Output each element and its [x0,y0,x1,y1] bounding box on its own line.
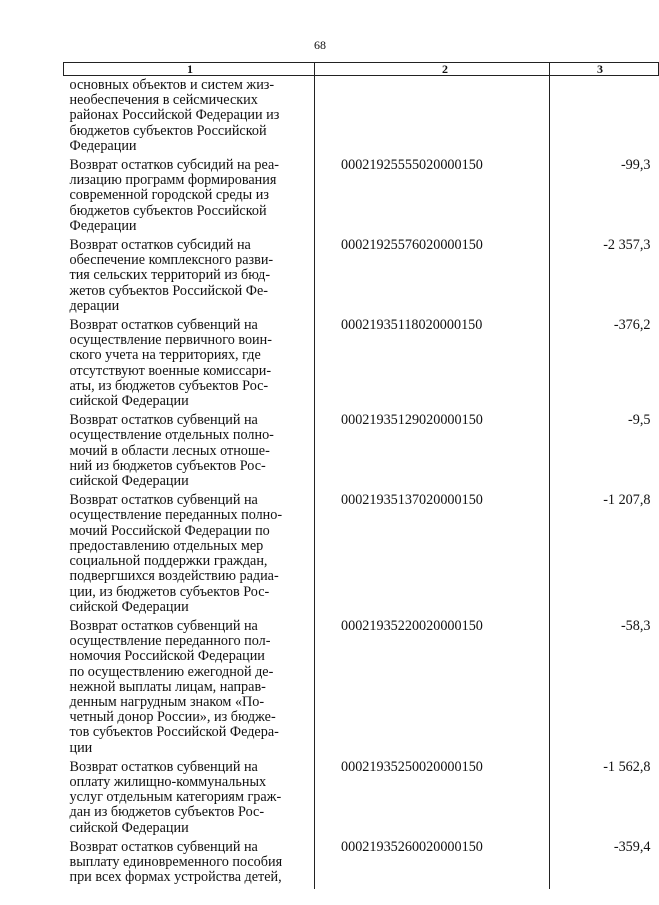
row-description [64,413,315,493]
description-line: тия сельских территорий из бюд- [69,267,271,284]
row-description [64,76,315,159]
row-description [64,840,315,890]
row-amount: -359,4 [613,838,651,855]
row-amount: -1 207,8 [603,492,651,509]
table-row [64,318,659,413]
budget-table [63,62,659,889]
column-header-3: 3 [550,63,659,76]
description-line: отсутствуют военные комиссари- [69,362,272,379]
description-line: сийской Федерации [69,473,189,490]
description-line: нежной выплаты лицам, направ- [69,678,266,695]
row-code: 00021925576020000150 [315,238,550,318]
row-code: 00021935118020000150 [315,318,550,413]
description-line: Федерации [69,137,137,154]
table-body [64,76,659,890]
description-line: районах Российской Федерации из [69,107,280,124]
description-line: жетов субъектов Российской Фе- [69,282,269,299]
table-row [64,238,659,318]
description-line: мочий Российской Федерации по [69,522,270,539]
description-line: социальной поддержки граждан, [69,553,268,570]
description-line: четный донор России», из бюдже- [69,709,276,726]
description-line: бюджетов субъектов Российской [69,202,267,219]
description-line: необеспечения в сейсмических [69,92,258,109]
table-row [64,619,659,760]
description-line: по осуществлению ежегодной де- [69,663,274,680]
description-line: денным нагрудным знаком «По- [69,693,265,710]
description-line: мочий в области лесных отноше- [69,442,270,459]
table-row [64,493,659,619]
description-line: Возврат остатков субсидий на реа- [69,157,279,174]
row-description [64,760,315,840]
row-code [315,76,550,159]
row-description [64,238,315,318]
description-line: аты, из бюджетов субъектов Рос- [69,377,269,394]
description-line: тов субъектов Российской Федера- [69,724,279,741]
description-line: предоставлению отдельных мер [69,537,264,554]
description-line: Возврат остатков субвенций на [69,838,258,855]
row-code: 00021935260020000150 [315,840,550,890]
description-line: осуществление переданных полно- [69,507,283,524]
description-line: сийской Федерации [69,819,189,836]
table-row [64,76,659,159]
description-line: обеспечение комплексного разви- [69,252,274,269]
description-line: подвергшихся воздействию радиа- [69,568,279,585]
description-line: оплату жилищно-коммунальных [69,773,267,790]
table-row [64,760,659,840]
description-line: номочия Российской Федерации [69,648,265,665]
table-row [64,158,659,238]
description-line: Возврат остатков субсидий на [69,237,251,254]
description-line: дан из бюджетов субъектов Рос- [69,804,265,821]
description-line: выплату единовременного пособия [69,853,283,870]
column-header-2: 2 [315,63,550,76]
description-line: осуществление переданного пол- [69,633,271,650]
description-line: услуг отдельным категориям граж- [69,789,282,806]
row-description [64,493,315,619]
description-line: ции [69,739,93,756]
table-row [64,413,659,493]
row-code: 00021935250020000150 [315,760,550,840]
description-line: ний из бюджетов субъектов Рос- [69,457,266,474]
row-description [64,619,315,760]
description-line: Федерации [69,217,137,234]
row-amount: -376,2 [613,317,651,334]
column-header-1: 1 [64,63,315,76]
description-line: ции, из бюджетов субъектов Рос- [69,583,270,600]
row-code: 00021935137020000150 [315,493,550,619]
description-line: осуществление отдельных полно- [69,427,274,444]
description-line: сийской Федерации [69,598,189,615]
description-line: основных объектов и систем жиз- [69,77,275,93]
row-code: 00021935129020000150 [315,413,550,493]
row-code: 00021935220020000150 [315,619,550,760]
row-amount: -2 357,3 [603,237,651,254]
description-line: сийской Федерации [69,393,189,410]
row-amount [550,76,659,159]
row-amount: -99,3 [620,157,651,174]
description-line: Возврат остатков субвенций на [69,492,258,509]
table-header-row [64,63,659,76]
row-amount: -58,3 [620,617,651,634]
description-line: бюджетов субъектов Российской [69,122,267,139]
description-line: современной городской среды из [69,187,269,204]
row-amount: -1 562,8 [603,758,651,775]
table-row [64,840,659,890]
description-line: дерации [69,297,120,314]
row-amount: -9,5 [628,412,651,429]
description-line: лизацию программ формирования [69,172,277,189]
page-number: 68 [314,38,326,52]
row-description [64,318,315,413]
description-line: ского учета на территориях, где [69,347,261,364]
description-line: Возврат остатков субвенций на [69,317,258,334]
description-line: осуществление первичного воин- [69,332,272,349]
description-line: Возврат остатков субвенций на [69,412,258,429]
row-description [64,158,315,238]
row-code: 00021925555020000150 [315,158,550,238]
description-line: Возврат остатков субвенций на [69,758,258,775]
description-line: при всех формах устройства детей, [69,869,282,886]
description-line: Возврат остатков субвенций на [69,617,258,634]
